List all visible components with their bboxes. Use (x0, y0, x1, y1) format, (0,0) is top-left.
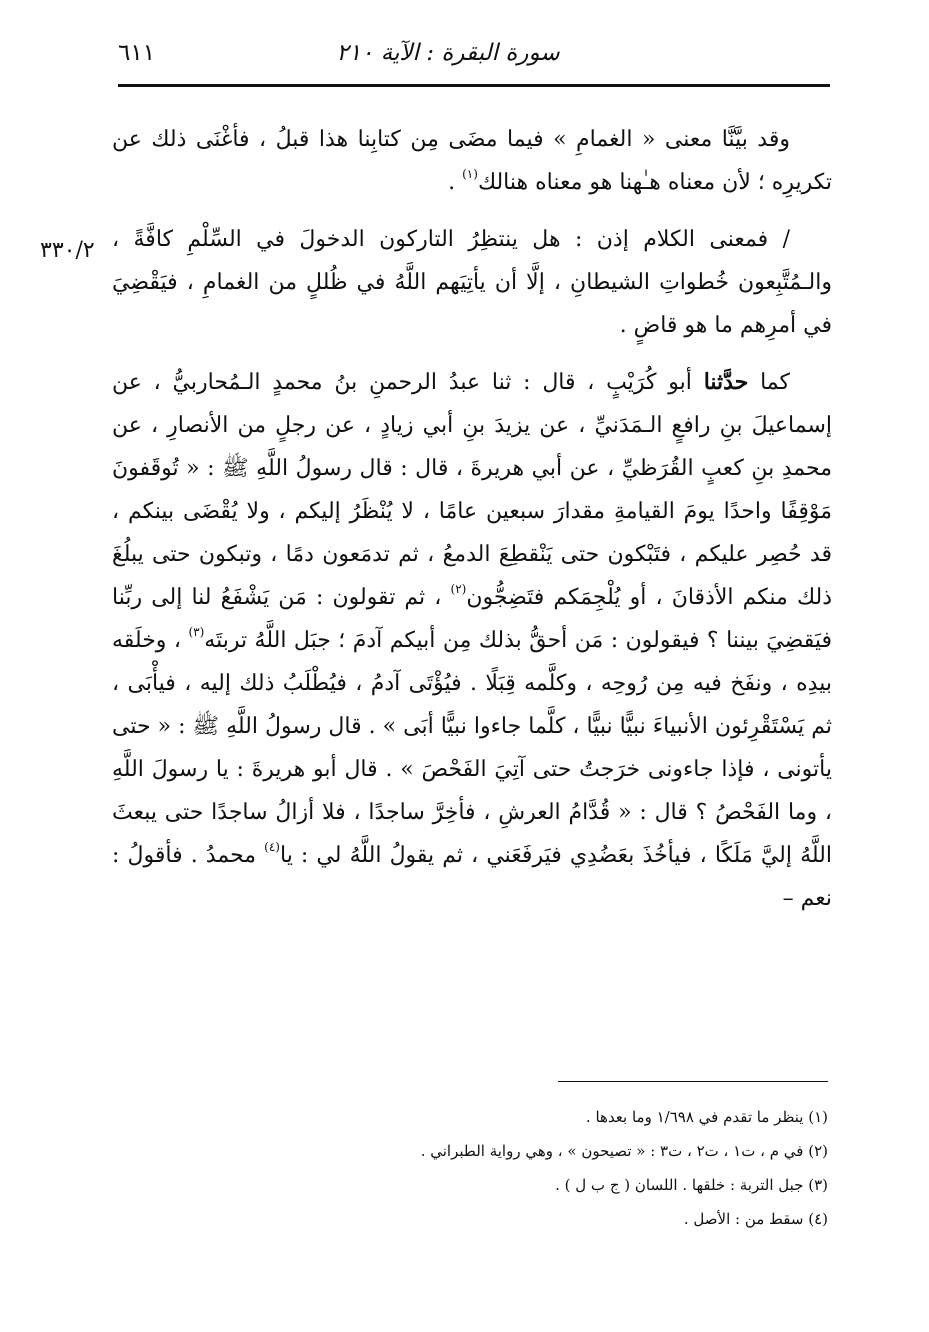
footnotes (300, 1100, 828, 1236)
paragraph-3-part-1: أبو كُرَيْبٍ ، قال : ثنا عبدُ الرحمنِ بنُ محمدٍ الـمُحاربيُّ ، عن إسماعيلَ بنِ رافعٍ الـمَدَنيِّ ، عن يزيدَ بنِ أبي زيادٍ ، عن رجلٍ من الأنصارِ ، عن محمدِ بنِ كعبٍ القُرَظيِّ ، عن أبي هريرةَ ، قال : قال رسولُ اللَّهِ ﷺ : « تُوقَفونَ مَوْقِفًا واحدًا يومَ القيامةِ مقدارَ سبعين عامًا ، لا يُنْظَرُ إليكم ، ولا يُقْضَى بينكم ، قد حُصِر عليكم ، فتَبْكون حتى يَنْقطِعَ الدمعُ ، ثم تدمَعون دمًا ، وتبكون حتى يبلُغَ ذلك منكم الأذقانَ ، أو يُلْجِمَكم فتَضِجُّون (112, 370, 832, 610)
main-text (112, 118, 832, 920)
paragraph-2 (112, 218, 832, 347)
paragraph-1 (112, 118, 832, 204)
paragraph-3 (112, 361, 832, 920)
footnote-1: (١) ينظر ما تقدم في ١/٦٩٨ وما بعدها . (585, 1108, 828, 1126)
page-header (118, 34, 830, 86)
footnote-rule (558, 1081, 828, 1082)
paragraph-1-text: وقد بيَّنَّا معنى « الغمامِ » فيما مضَى مِن كتابِنا هذا قبلُ ، فأغْنَى ذلك عن تكريرِه ؛ لأن معناه هـٰهنا هو معناه هنالك (112, 127, 832, 195)
header-rule (118, 84, 830, 87)
footnote-ref-4: (٤) (264, 840, 280, 854)
margin-reference: ٣٣٠/٢ (40, 238, 95, 263)
footnote-2: (٢) في م ، ت١ ، ت٢ ، ت٣ : « تصيحون » ، وهي رواية الطبراني . (420, 1142, 828, 1160)
paragraph-3-part-3: ، وخلَقه بيدِه ، ونفَخ فيه مِن رُوحِه ، وكلَّمه قِبَلًا . فيُؤْتَى آدمُ ، فيُطْلَبُ ذلك إليه ، فيأْبَى ، ثم يَسْتَقْرِئون الأنبياءَ نبيًّا نبيًّا ، كلَّما جاءوا نبيًّا أبَى » . قال رسولُ اللَّهِ ﷺ : « حتى يأتونى ، فإذا جاءونى خرَجتُ حتى آتِيَ الفَحْصَ » . قال أبو هريرةَ : يا رسولَ اللَّهِ ، وما الفَحْصُ ؟ قال : « قُدَّامُ العرشِ ، فأخِرَّ ساجدًا ، فلا أزالُ ساجدًا حتى يبعثَ اللَّهُ إليَّ مَلَكًا ، فيأخُذَ بعَضُدِي فيَرفَعَني ، ثم يقولُ اللَّهُ لي : يا (112, 628, 832, 868)
running-title: سورة البقرة : الآية ٢١٠ (336, 40, 560, 66)
footnote-4: (٤) سقط من : الأصل . (683, 1210, 828, 1228)
paragraph-3-part-4: محمدُ . فأقولُ : نعم – (112, 843, 832, 911)
paragraph-1-tail: . (448, 170, 463, 195)
paragraph-3-lead: كما (748, 370, 790, 395)
paragraph-2-text: / فمعنى الكلام إذن : هل ينتظِرُ التاركون الدخولَ في السِّلْمِ كافَّةً ، والـمُتَّبِعون خُطواتِ الشيطانِ ، إلَّا أن يأتِيَهم اللَّهُ في ظُللٍ من الغمامِ ، فيَقْضِيَ في أمرِهم ما هو قاضٍ . (112, 227, 832, 338)
footnote-ref-2: (٢) (450, 582, 467, 596)
footnote-3: (٣) جبل التربة : خلقها . اللسان ( ج ب ل ) . (555, 1176, 828, 1194)
paragraph-3-part-2: ، ثم تقولون : مَن يَشْفَعُ لنا إلى ربِّنا فيَقضِيَ بيننا ؟ فيقولون : مَن أحقُّ بذلك مِن أبيكم آدمَ ؛ جبَل اللَّهُ تربتَه (112, 585, 832, 653)
haddathana-keyword: حدَّثنا (703, 369, 749, 395)
page-number: ٦١١ (118, 40, 156, 66)
footnote-ref-1: (١) (462, 167, 478, 181)
footnote-ref-3: (٣) (188, 625, 205, 639)
